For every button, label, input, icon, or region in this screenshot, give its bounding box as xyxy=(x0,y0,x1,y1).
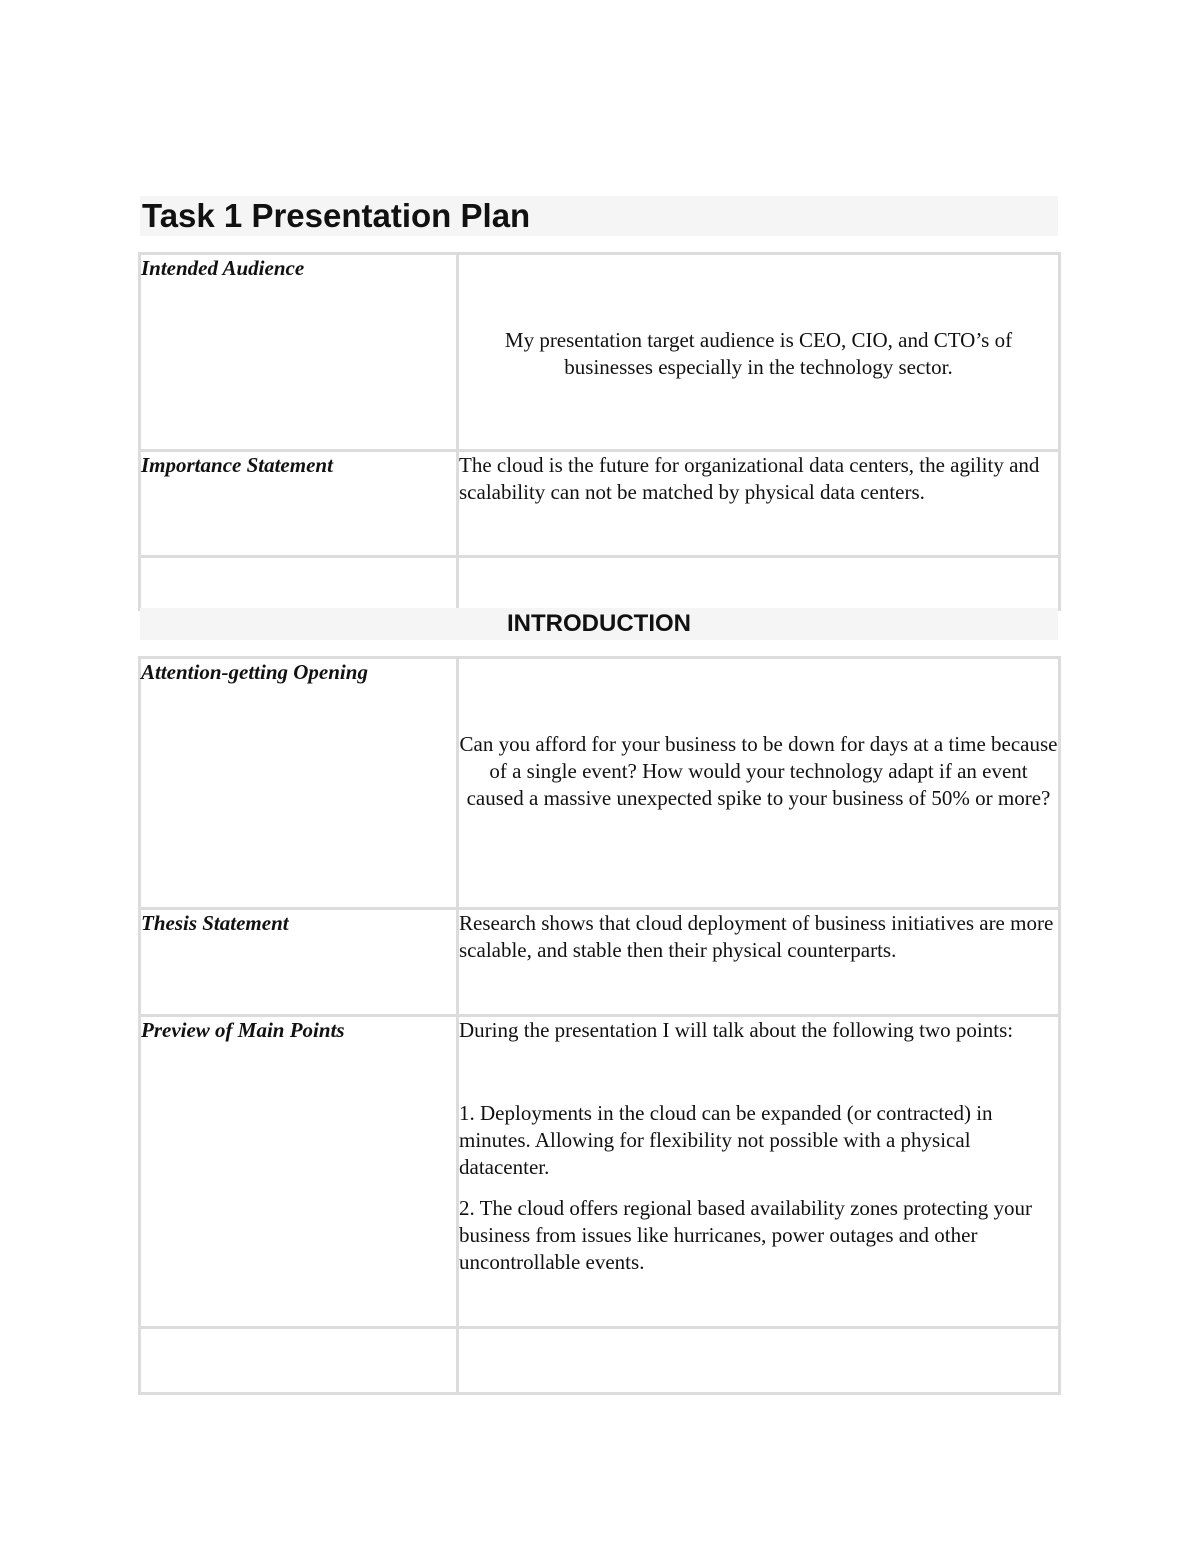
table-row xyxy=(140,1328,1060,1394)
thesis-statement-label: Thesis Statement xyxy=(141,911,289,935)
empty-label-cell xyxy=(140,1328,458,1394)
section-heading-bar xyxy=(140,608,1058,640)
section-heading: INTRODUCTION xyxy=(507,610,691,637)
table-row xyxy=(140,909,1060,1016)
table-row xyxy=(140,254,1060,451)
attention-opening-label: Attention-getting Opening xyxy=(141,660,368,684)
importance-statement-label: Importance Statement xyxy=(141,453,333,477)
main-point-1: 1. Deployments in the cloud can be expanded (or contracted) in minutes. Allowing for flexibility not possible with a physical datacenter. xyxy=(459,1101,993,1179)
importance-statement-value: The cloud is the future for organizational data centers, the agility and scalability can not be matched by physical data centers. xyxy=(459,453,1040,504)
preview-main-points-value-cell xyxy=(458,1016,1060,1328)
importance-statement-value-cell xyxy=(458,451,1060,557)
preview-main-points-label: Preview of Main Points xyxy=(141,1018,345,1042)
thesis-statement-label-cell xyxy=(140,909,458,1016)
thesis-statement-value: Research shows that cloud deployment of business initiatives are more scalable, and stable then their physical counterparts. xyxy=(459,911,1054,962)
table-row xyxy=(140,658,1060,909)
attention-opening-label-cell xyxy=(140,658,458,909)
intended-audience-value: My presentation target audience is CEO, CIO, and CTO’s of businesses especially in the technology sector. xyxy=(504,328,1013,379)
empty-value-cell xyxy=(458,557,1060,610)
attention-opening-value: Can you afford for your business to be down for days at a time because of a single event? How would your technology adapt if an event caused a massive unexpected spike to your business of 50% or more? xyxy=(459,732,1058,810)
empty-label-cell xyxy=(140,557,458,610)
preview-main-points-intro: During the presentation I will talk about the following two points: xyxy=(459,1018,1014,1042)
table-row xyxy=(140,557,1060,610)
thesis-statement-value-cell xyxy=(458,909,1060,1016)
introduction-table xyxy=(138,656,1061,1395)
intended-audience-value-cell xyxy=(458,254,1060,451)
importance-statement-label-cell xyxy=(140,451,458,557)
audience-table xyxy=(138,252,1061,611)
page-title-bar xyxy=(140,196,1058,236)
main-point-2: 2. The cloud offers regional based availability zones protecting your business from issues like hurricanes, power outages and other uncontrollable events. xyxy=(459,1196,1033,1274)
attention-opening-value-cell xyxy=(458,658,1060,909)
empty-value-cell xyxy=(458,1328,1060,1394)
preview-main-points-label-cell xyxy=(140,1016,458,1328)
table-row xyxy=(140,451,1060,557)
page-title: Task 1 Presentation Plan xyxy=(142,197,531,234)
intended-audience-label: Intended Audience xyxy=(141,256,305,280)
intended-audience-label-cell xyxy=(140,254,458,451)
table-row xyxy=(140,1016,1060,1328)
